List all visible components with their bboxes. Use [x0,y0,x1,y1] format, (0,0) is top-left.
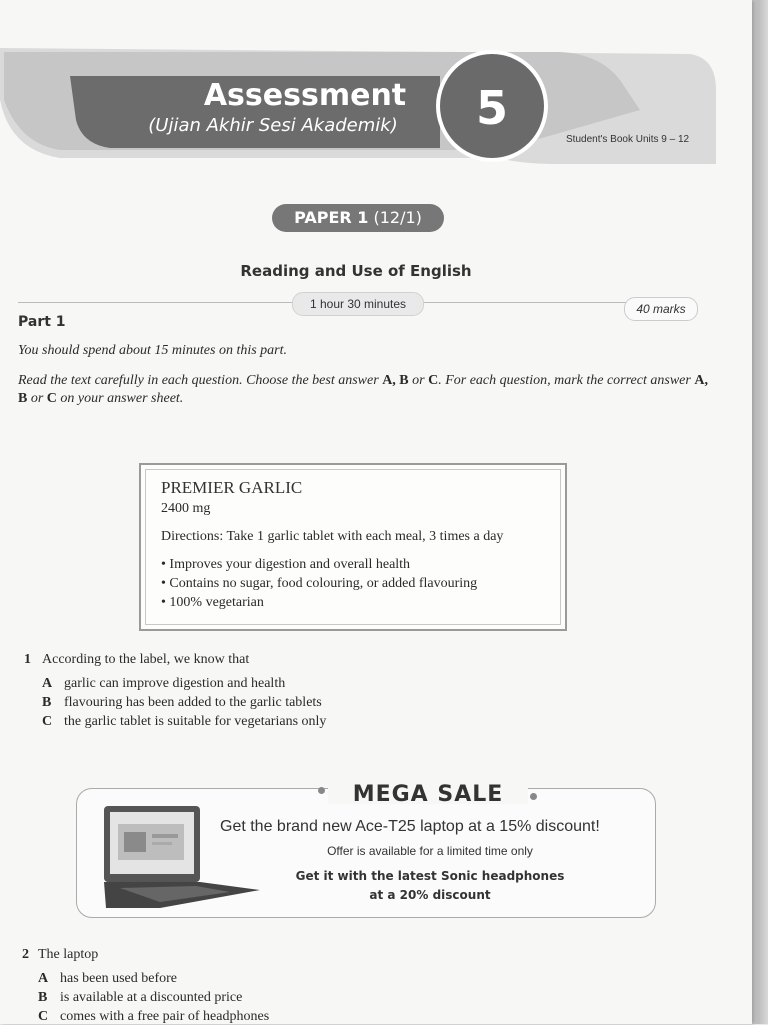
question-stem: According to the label, we know that [42,652,250,667]
option-letter: A [42,676,53,691]
marks-badge: 40 marks [624,297,698,321]
garlic-label-box [139,463,567,631]
subject-heading: Reading and Use of English [240,262,472,280]
option-letter: B [42,695,52,710]
benefit-item: • Improves your digestion and overall health [161,557,411,572]
option-text: comes with a free pair of headphones [60,1009,270,1024]
instr-options: A, B [382,373,409,388]
product-directions: Directions: Take 1 garlic tablet with each meal, 3 times a day [161,529,504,544]
q2-option-b[interactable] [38,990,242,1006]
book-reference: Student's Book Units 9 – 12 [566,134,690,145]
question-number: 1 [24,652,31,667]
instr-text: or [408,373,429,388]
sale-offer-main: Get the brand new Ace-T25 laptop at a 15% discount! [220,818,600,835]
instr-option: C [46,391,57,406]
assessment-number: 5 [475,81,508,135]
assessment-subtitle: (Ujian Akhir Sesi Akademik) [148,115,398,136]
headphones-line-2: at a 20% discount [369,888,491,902]
sale-offer-limited: Offer is available for a limited time only [327,844,533,858]
title-dot-left [318,787,325,794]
paper-badge [272,204,444,232]
instr-option: C [428,373,439,388]
option-text: flavouring has been added to the garlic tablets [64,695,322,710]
instr-options: A, B [18,373,708,406]
product-benefits [161,555,477,612]
product-name: PREMIER GARLIC [161,478,303,497]
question-number: 2 [22,947,29,962]
answer-instruction [18,372,708,408]
assessment-title: Assessment [203,78,407,113]
option-letter: C [38,1009,49,1024]
option-letter: A [38,971,49,986]
q2-option-a[interactable] [38,971,177,987]
headphones-line-1: Get it with the latest Sonic headphones [295,869,565,883]
option-letter: C [42,714,53,729]
instr-text: or [27,391,47,406]
option-text: is available at a discounted price [60,990,243,1005]
sale-headphones-offer [220,867,640,905]
option-text: the garlic tablet is suitable for vegetarians only [64,714,327,729]
title-dot-right [530,793,537,800]
option-text: garlic can improve digestion and health [64,676,286,691]
paper-label: PAPER 1 [294,208,369,227]
benefit-item: • 100% vegetarian [161,595,264,610]
book-spine-edge [752,0,768,1024]
option-text: has been used before [60,971,178,986]
paper-code: (12/1) [373,208,422,227]
q2-option-c[interactable] [38,1009,269,1025]
time-instruction: You should spend about 15 minutes on this part. [18,343,288,358]
instr-text: on your answer sheet. [56,391,184,406]
q1-option-c[interactable] [42,714,326,730]
benefit-item: • Contains no sugar, food colouring, or added flavouring [161,576,478,591]
question-2 [22,947,98,963]
question-stem: The laptop [38,947,99,962]
part-title: Part 1 [18,314,66,330]
option-letter: B [38,990,48,1005]
product-dose: 2400 mg [161,501,211,516]
q1-option-b[interactable] [42,695,322,711]
q1-option-a[interactable] [42,676,285,692]
instr-text: Read the text carefully in each question. Choose the best answer [18,373,383,388]
instr-text: . For each question, mark the correct answer [438,373,695,388]
sale-title: MEGA SALE [352,782,504,807]
duration-badge: 1 hour 30 minutes [292,292,424,316]
question-1 [24,652,249,668]
